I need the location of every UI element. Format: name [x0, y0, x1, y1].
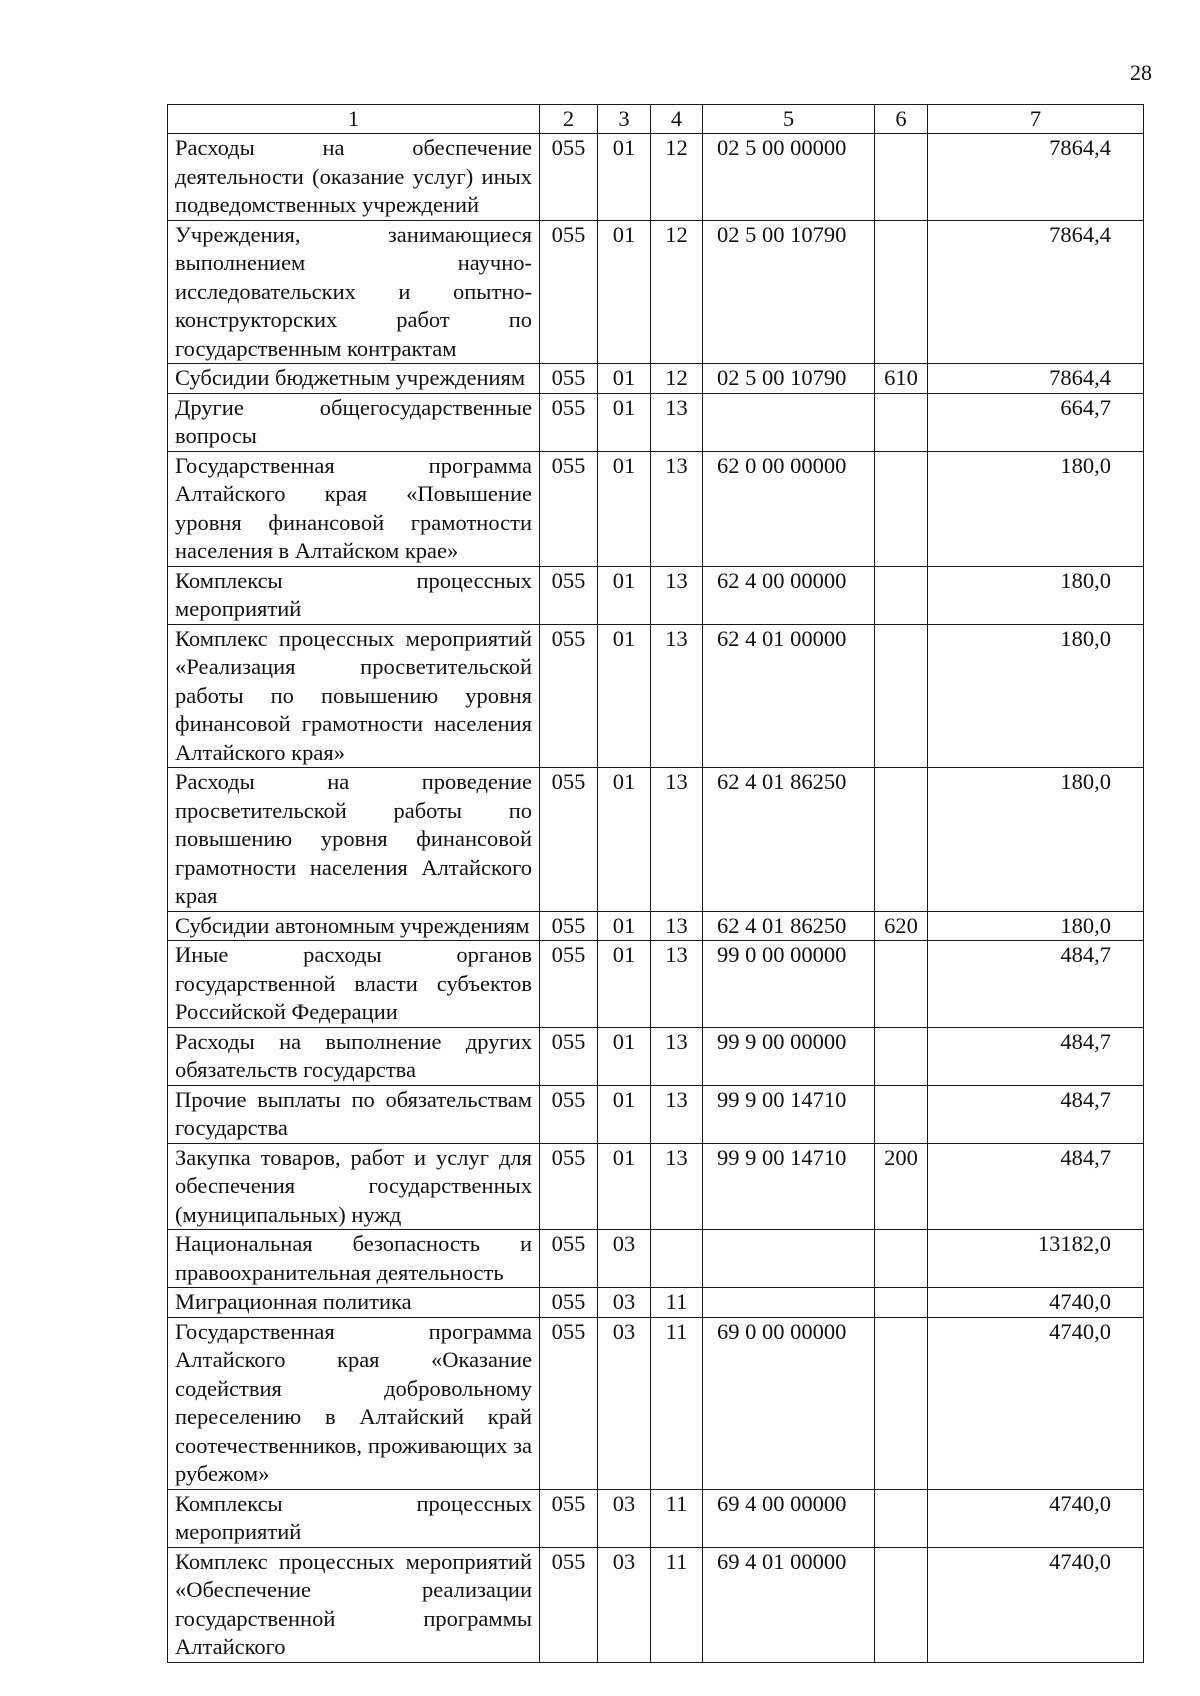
table-row — [168, 768, 1144, 912]
table-row — [168, 134, 1144, 221]
header-row — [168, 105, 1144, 134]
budget-table — [167, 104, 1144, 1663]
ministry-code-cell: 055 — [540, 451, 598, 566]
expense-type-cell — [875, 1085, 928, 1143]
amount-cell: 484,7 — [928, 1027, 1144, 1085]
amount-cell: 7864,4 — [928, 364, 1144, 394]
target-article-cell: 99 0 00 00000 — [703, 941, 875, 1028]
target-article-cell: 62 0 00 00000 — [703, 451, 875, 566]
item-name-cell: Комплексы процессных мероприятий — [168, 1489, 540, 1547]
expense-type-cell — [875, 1027, 928, 1085]
section-cell: 01 — [598, 134, 651, 221]
table-row — [168, 911, 1144, 941]
expense-type-cell — [875, 1489, 928, 1547]
section-cell: 01 — [598, 941, 651, 1028]
ministry-code-cell: 055 — [540, 1288, 598, 1318]
item-name-cell: Государственная программа Алтайского края «Оказание содействия добровольному переселению в Алтайский край соотечественников, проживающих за рубежом» — [168, 1317, 540, 1489]
subsection-cell: 13 — [651, 566, 703, 624]
target-article-cell: 99 9 00 14710 — [703, 1143, 875, 1230]
item-name-cell: Национальная безопасность и правоохранительная деятельность — [168, 1230, 540, 1288]
section-cell: 01 — [598, 393, 651, 451]
ministry-code-cell: 055 — [540, 1027, 598, 1085]
subsection-cell — [651, 1230, 703, 1288]
subsection-cell: 11 — [651, 1288, 703, 1318]
item-name-cell: Расходы на проведение просветительской работы по повышению уровня финансовой грамотности населения Алтайского края — [168, 768, 540, 912]
expense-type-cell — [875, 624, 928, 768]
subsection-cell: 13 — [651, 393, 703, 451]
subsection-cell: 13 — [651, 1085, 703, 1143]
amount-cell: 13182,0 — [928, 1230, 1144, 1288]
amount-cell: 484,7 — [928, 1085, 1144, 1143]
ministry-code-cell: 055 — [540, 364, 598, 394]
subsection-cell: 11 — [651, 1547, 703, 1662]
expense-type-cell — [875, 1230, 928, 1288]
subsection-cell: 13 — [651, 1143, 703, 1230]
expense-type-cell — [875, 566, 928, 624]
item-name-cell: Расходы на выполнение других обязательств государства — [168, 1027, 540, 1085]
table-row — [168, 624, 1144, 768]
amount-cell: 7864,4 — [928, 134, 1144, 221]
item-name-cell: Субсидии автономным учреждениям — [168, 911, 540, 941]
subsection-cell: 13 — [651, 1027, 703, 1085]
item-name-cell: Миграционная политика — [168, 1288, 540, 1318]
table-row — [168, 364, 1144, 394]
header-cell-2: 2 — [540, 105, 598, 134]
amount-cell: 180,0 — [928, 911, 1144, 941]
table-row — [168, 1027, 1144, 1085]
ministry-code-cell: 055 — [540, 1143, 598, 1230]
item-name-cell: Учреждения, занимающиеся выполнением научно-исследовательских и опытно-конструкторских работ по государственным контрактам — [168, 220, 540, 364]
target-article-cell: 69 4 01 00000 — [703, 1547, 875, 1662]
ministry-code-cell: 055 — [540, 134, 598, 221]
header-cell-4: 4 — [651, 105, 703, 134]
section-cell: 01 — [598, 624, 651, 768]
target-article-cell: 62 4 01 86250 — [703, 768, 875, 912]
ministry-code-cell: 055 — [540, 941, 598, 1028]
section-cell: 01 — [598, 1143, 651, 1230]
section-cell: 01 — [598, 768, 651, 912]
ministry-code-cell: 055 — [540, 624, 598, 768]
subsection-cell: 13 — [651, 768, 703, 912]
table-row — [168, 1085, 1144, 1143]
table-row — [168, 451, 1144, 566]
item-name-cell: Комплексы процессных мероприятий — [168, 566, 540, 624]
target-article-cell: 99 9 00 00000 — [703, 1027, 875, 1085]
expense-type-cell: 200 — [875, 1143, 928, 1230]
item-name-cell: Расходы на обеспечение деятельности (оказание услуг) иных подведомственных учреждений — [168, 134, 540, 221]
table-header — [168, 105, 1144, 134]
ministry-code-cell: 055 — [540, 768, 598, 912]
subsection-cell: 12 — [651, 364, 703, 394]
ministry-code-cell: 055 — [540, 1230, 598, 1288]
header-cell-6: 6 — [875, 105, 928, 134]
expense-type-cell — [875, 451, 928, 566]
target-article-cell: 02 5 00 00000 — [703, 134, 875, 221]
ministry-code-cell: 055 — [540, 1317, 598, 1489]
ministry-code-cell: 055 — [540, 393, 598, 451]
item-name-cell: Прочие выплаты по обязательствам государства — [168, 1085, 540, 1143]
expense-type-cell — [875, 393, 928, 451]
expense-type-cell — [875, 1288, 928, 1318]
section-cell: 01 — [598, 220, 651, 364]
section-cell: 03 — [598, 1547, 651, 1662]
item-name-cell: Закупка товаров, работ и услуг для обеспечения государственных (муниципальных) нужд — [168, 1143, 540, 1230]
table-row — [168, 1143, 1144, 1230]
item-name-cell: Другие общегосударственные вопросы — [168, 393, 540, 451]
amount-cell: 4740,0 — [928, 1317, 1144, 1489]
amount-cell: 180,0 — [928, 624, 1144, 768]
table-row — [168, 1230, 1144, 1288]
expense-type-cell — [875, 768, 928, 912]
table-row — [168, 566, 1144, 624]
section-cell: 01 — [598, 566, 651, 624]
subsection-cell: 13 — [651, 941, 703, 1028]
header-cell-7: 7 — [928, 105, 1144, 134]
section-cell: 03 — [598, 1288, 651, 1318]
page-number: 28 — [1130, 60, 1152, 85]
target-article-cell: 02 5 00 10790 — [703, 220, 875, 364]
amount-cell: 484,7 — [928, 941, 1144, 1028]
item-name-cell: Иные расходы органов государственной власти субъектов Российской Федерации — [168, 941, 540, 1028]
amount-cell: 4740,0 — [928, 1489, 1144, 1547]
ministry-code-cell: 055 — [540, 566, 598, 624]
expense-type-cell: 610 — [875, 364, 928, 394]
table-row — [168, 393, 1144, 451]
amount-cell: 180,0 — [928, 451, 1144, 566]
table-row — [168, 1547, 1144, 1662]
section-cell: 03 — [598, 1489, 651, 1547]
item-name-cell: Комплекс процессных мероприятий «Обеспечение реализации государственной программы Алтайского — [168, 1547, 540, 1662]
section-cell: 01 — [598, 1085, 651, 1143]
expense-type-cell — [875, 941, 928, 1028]
amount-cell: 180,0 — [928, 566, 1144, 624]
target-article-cell: 69 4 00 00000 — [703, 1489, 875, 1547]
table-row — [168, 1288, 1144, 1318]
item-name-cell: Субсидии бюджетным учреждениям — [168, 364, 540, 394]
target-article-cell — [703, 1230, 875, 1288]
ministry-code-cell: 055 — [540, 1547, 598, 1662]
expense-type-cell — [875, 1317, 928, 1489]
table-row — [168, 220, 1144, 364]
table-row — [168, 1317, 1144, 1489]
target-article-cell: 02 5 00 10790 — [703, 364, 875, 394]
section-cell: 01 — [598, 364, 651, 394]
header-cell-1: 1 — [168, 105, 540, 134]
expense-type-cell — [875, 134, 928, 221]
expense-type-cell — [875, 1547, 928, 1662]
table-row — [168, 941, 1144, 1028]
section-cell: 03 — [598, 1230, 651, 1288]
target-article-cell: 62 4 00 00000 — [703, 566, 875, 624]
section-cell: 03 — [598, 1317, 651, 1489]
amount-cell: 4740,0 — [928, 1547, 1144, 1662]
expense-type-cell: 620 — [875, 911, 928, 941]
target-article-cell: 99 9 00 14710 — [703, 1085, 875, 1143]
amount-cell: 180,0 — [928, 768, 1144, 912]
subsection-cell: 13 — [651, 624, 703, 768]
amount-cell: 484,7 — [928, 1143, 1144, 1230]
ministry-code-cell: 055 — [540, 1489, 598, 1547]
section-cell: 01 — [598, 911, 651, 941]
ministry-code-cell: 055 — [540, 220, 598, 364]
ministry-code-cell: 055 — [540, 1085, 598, 1143]
header-cell-5: 5 — [703, 105, 875, 134]
subsection-cell: 13 — [651, 451, 703, 566]
subsection-cell: 12 — [651, 134, 703, 221]
amount-cell: 4740,0 — [928, 1288, 1144, 1318]
item-name-cell: Государственная программа Алтайского края «Повышение уровня финансовой грамотности населения в Алтайском крае» — [168, 451, 540, 566]
subsection-cell: 12 — [651, 220, 703, 364]
subsection-cell: 11 — [651, 1489, 703, 1547]
table-body — [168, 134, 1144, 1663]
amount-cell: 664,7 — [928, 393, 1144, 451]
item-name-cell: Комплекс процессных мероприятий «Реализация просветительской работы по повышению уровня финансовой грамотности населения Алтайского края» — [168, 624, 540, 768]
section-cell: 01 — [598, 1027, 651, 1085]
target-article-cell: 62 4 01 86250 — [703, 911, 875, 941]
header-cell-3: 3 — [598, 105, 651, 134]
table-row — [168, 1489, 1144, 1547]
target-article-cell: 69 0 00 00000 — [703, 1317, 875, 1489]
ministry-code-cell: 055 — [540, 911, 598, 941]
subsection-cell: 11 — [651, 1317, 703, 1489]
target-article-cell — [703, 1288, 875, 1318]
section-cell: 01 — [598, 451, 651, 566]
target-article-cell: 62 4 01 00000 — [703, 624, 875, 768]
expense-type-cell — [875, 220, 928, 364]
amount-cell: 7864,4 — [928, 220, 1144, 364]
subsection-cell: 13 — [651, 911, 703, 941]
target-article-cell — [703, 393, 875, 451]
